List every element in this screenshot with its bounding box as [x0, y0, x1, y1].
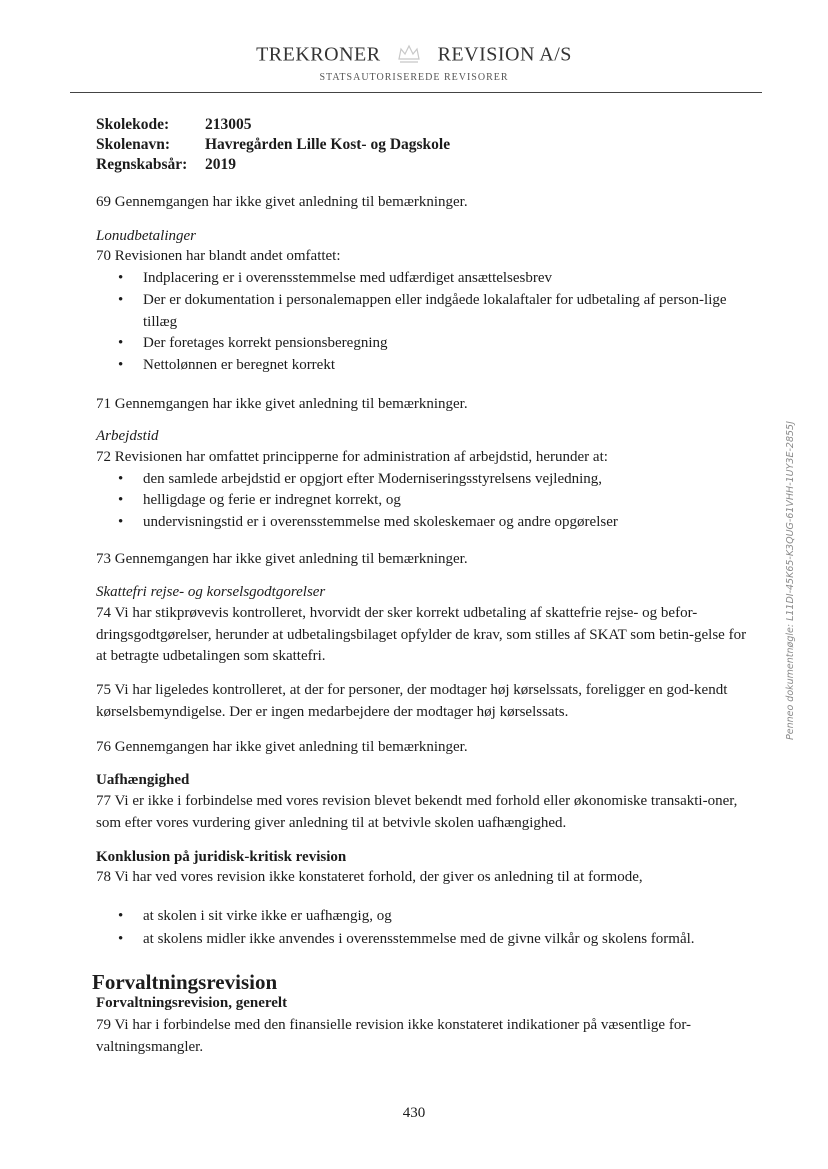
paragraph-79: 79 Vi har i forbindelse med den finansielle revision ikke konstateret indikationer på væsentlige for-valtningsmangler. [96, 1017, 692, 1055]
meta-row-school-code [96, 116, 252, 134]
meta-row-school-name [96, 136, 450, 154]
list-item: • Nettolønnen er beregnet korrekt [118, 355, 753, 377]
penneo-document-key: Penneo dokumentnøgle: L11DI-45K65-K3QUG-61VHH-1UY3E-2855J [785, 421, 796, 740]
page-number: 430 [402, 1105, 426, 1121]
paragraph-73: 73 Gennemgangen har ikke givet anledning til bemærkninger. [96, 551, 468, 567]
section-heading-uafhaengighed: Uafhængighed [96, 772, 190, 788]
meta-value: 2019 [205, 156, 236, 173]
bullet-icon: • [118, 908, 124, 924]
paragraph-76: 76 Gennemgangen har ikke givet anledning til bemærkninger. [96, 739, 468, 755]
paragraph-74: 74 Vi har stikprøvevis kontrolleret, hvorvidt der sker korrekt udbetaling af skattefrie rejse- og befor-dringsgodtgørelser, herunder at udbetalingsbilaget opfylder de krav, som stilles af SKAT som betin-gelse for at betragte udbetalingen som skattefri. [96, 605, 747, 665]
section-heading-forvaltningsrevision-generelt: Forvaltningsrevision, generelt [96, 995, 288, 1011]
list-item: • helligdage og ferie er indregnet korrekt, og [118, 490, 753, 512]
brand-name-right: REVISION A/S [437, 43, 572, 66]
list-item: • at skolens midler ikke anvendes i overensstemmelse med de givne vilkår og skolens formål. [118, 929, 753, 951]
bullet-icon: • [118, 292, 124, 308]
letterhead [0, 40, 828, 72]
bullet-icon: • [118, 357, 124, 373]
meta-row-fiscal-year [96, 156, 236, 174]
paragraph-78: 78 Vi har ved vores revision ikke konstateret forhold, der giver os anledning til at formode, [96, 869, 643, 885]
section-title-forvaltningsrevision: Forvaltningsrevision [92, 970, 278, 994]
section-heading-skattefri: Skattefri rejse- og korselsgodtgorelser [96, 584, 326, 600]
list-item: • undervisningstid er i overensstemmelse med skoleskemaer og andre opgørelser [118, 512, 753, 534]
paragraph-77: 77 Vi er ikke i forbindelse med vores revision blevet bekendt med forhold eller økonomiske transakti-oner, som efter vores vurdering giver anledning til at betvivle skolen uafhængighed. [96, 793, 738, 831]
list-item: • Der foretages korrekt pensionsberegning [118, 333, 753, 355]
header-divider [70, 92, 762, 93]
bullet-icon: • [118, 270, 124, 286]
paragraph-70: 70 Revisionen har blandt andet omfattet: [96, 248, 341, 264]
paragraph-72: 72 Revisionen har omfattet principperne for administration af arbejdstid, herunder at: [96, 449, 608, 465]
bullet-icon: • [118, 492, 124, 508]
bullet-icon: • [118, 335, 124, 351]
brand-name-left: TREKRONER [256, 43, 381, 66]
meta-label: Skolekode: [96, 116, 170, 133]
crown-logo-icon [392, 40, 426, 72]
meta-label: Regnskabsår: [96, 156, 188, 173]
section-heading-konklusion: Konklusion på juridisk-kritisk revision [96, 849, 347, 865]
section-heading-lonudbetalinger: Lonudbetalinger [96, 228, 196, 244]
bullet-icon: • [118, 514, 124, 530]
list-item: • at skolen i sit virke ikke er uafhængig, og [118, 906, 753, 928]
section-heading-arbejdstid: Arbejdstid [96, 428, 159, 444]
paragraph-75: 75 Vi har ligeledes kontrolleret, at der for personer, der modtager høj kørselssats, foreligger en god-kendt kørselsbemyndigelse. Der er ingen medarbejdere der modtager høj kørselssats. [96, 682, 728, 720]
list-item: • Der er dokumentation i personalemappen eller indgåede lokalaftaler for udbetaling af person-lige tillæg [118, 292, 727, 330]
meta-label: Skolenavn: [96, 136, 171, 153]
list-item: • Indplacering er i overensstemmelse med udfærdiget ansættelsesbrev [118, 268, 753, 290]
meta-value: Havregården Lille Kost- og Dagskole [205, 136, 451, 153]
letterhead-subtitle: STATSAUTORISEREDE REVISORER [319, 72, 509, 83]
bullet-icon: • [118, 471, 124, 487]
list-item: • den samlede arbejdstid er opgjort efter Moderniseringsstyrelsens vejledning, [118, 469, 753, 491]
bullet-icon: • [118, 931, 124, 947]
paragraph-69: 69 Gennemgangen har ikke givet anledning til bemærkninger. [96, 194, 468, 210]
meta-value: 213005 [205, 116, 252, 133]
paragraph-71: 71 Gennemgangen har ikke givet anledning til bemærkninger. [96, 396, 468, 412]
